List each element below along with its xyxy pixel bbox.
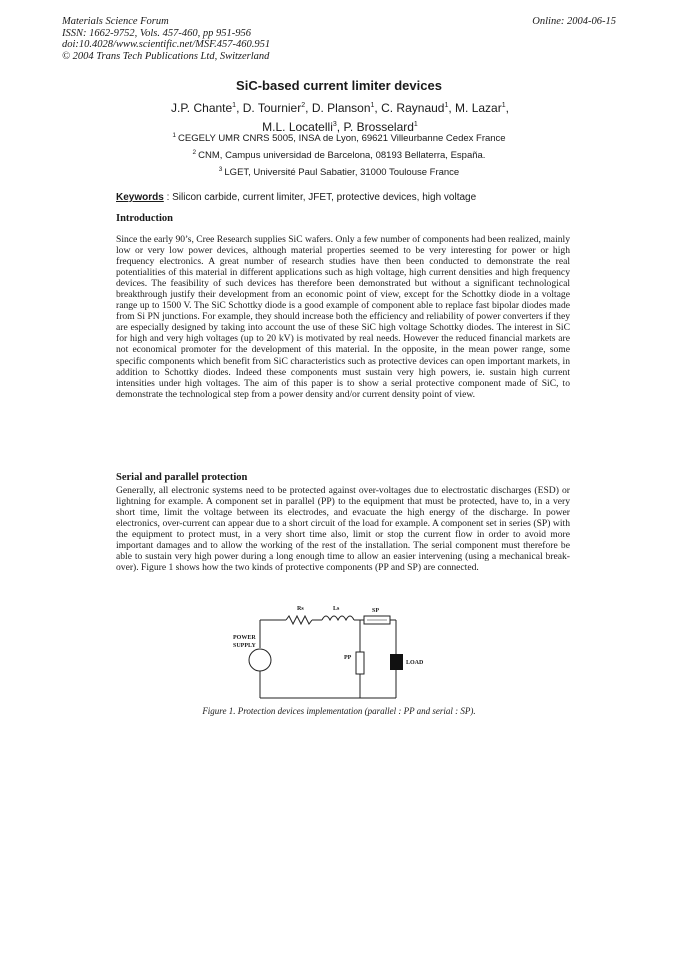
author-name: C. Raynaud — [381, 101, 445, 115]
author-name: D. Tournier — [242, 101, 302, 115]
paper-title: SiC-based current limiter devices — [236, 78, 442, 93]
author-affiliation-mark: 1 — [501, 102, 506, 109]
label-load: LOAD — [406, 660, 424, 666]
resistor-rs-icon — [286, 616, 312, 624]
author-name: D. Planson — [311, 101, 371, 115]
keywords-label: Keywords — [116, 192, 164, 203]
label-supply: SUPPLY — [233, 643, 256, 649]
doi-line[interactable]: doi:10.4028/www.scientific.net/MSF.457-460.951 — [62, 39, 271, 51]
load-icon — [390, 654, 403, 670]
power-supply-icon — [249, 649, 271, 671]
author-affiliation-mark: 1 — [370, 102, 375, 109]
author-affiliation-mark: 1 — [413, 120, 418, 128]
introduction-paragraph: Since the early 90’s, Cree Research supplies SiC wafers. Only a few number of components had been realized, mainly low or very low power devices, although material properties seemed to be very interesting for power or high frequency electronics. A great number of research studies have then been conducted to demonstrate the real potentialities of this material in different applications such as high voltage, high current densities and high frequency devices. The feasibility of such devices has therefore been demonstrated but without a significant technological breakthrough justify their development from an economic point of view, except for the Schottky diode in a voltage range up to 1500 V. The SiC Schottky diode is a good example of component able to replace fast bipolar diodes made from Si PN junctions. For example, they should increase both the efficiency and reliability of power converters if they are especially designed by taking into account the use of these SiC high voltage Schottky diodes. The interest in SiC for high and very high voltages (up to 20 kV) is motivated by real needs. However the reduced financial markets are not economical promoter for the development of this material. In the opposite, in the mean power range, some specific components which benefit from SiC characteristics such as protective devices can open important markets, in addition to Schottky diodes. Indeed these components must sustain very high powers, ie. sustain high current intensities under high voltages. The aim of this paper is to show a serial protective component made of SiC, to demonstrate the technological step from a power density and/or current density point of view. — [116, 234, 570, 400]
author-affiliation-mark: 3 — [332, 120, 337, 128]
label-rs: Rs — [297, 606, 304, 612]
affiliation-number: 1 — [172, 132, 177, 139]
parallel-protection-icon — [356, 652, 364, 674]
affiliation-2 — [0, 149, 678, 161]
author-affiliation-mark: 1 — [232, 102, 237, 109]
section-heading-introduction: Introduction — [116, 213, 173, 224]
author-name: M. Lazar — [455, 101, 502, 115]
serial-parallel-paragraph: Generally, all electronic systems need to be protected against over-voltages due to electrostatic discharges (ESD) or lightning for example. A component set in parallel (PP) to the equipment that must be protected, have to, in a very short time, limit the voltage between its electrodes, and evacuate the high energy of the discharge. In power electronics, over-current can appear due to a short circuit of the load for example. A component set in series (SP) with the equipment to protect must, in a very short time also, limit or stop the current flow in order to avoid more important damages and to allow the working of the rest of the installation. The serial component must therefore be able to sustain very high power during a long enough time to allow an easier intervening (using a mechanical break-over). Figure 1 shows how the two kinds of protective components (PP and SP) are connected. — [116, 485, 570, 574]
label-pp: PP — [344, 655, 352, 661]
affiliation-number: 2 — [192, 149, 197, 156]
author-name: J.P. Chante — [171, 101, 233, 115]
affiliation-3 — [0, 166, 678, 178]
author-affiliation-mark: 2 — [301, 102, 306, 109]
figure-caption: Figure 1. Protection devices implementation (parallel : PP and serial : SP). — [202, 706, 476, 716]
keywords-line — [116, 192, 476, 203]
label-sp: SP — [372, 608, 380, 614]
author-name: M.L. Locatelli — [262, 119, 333, 134]
issn-line: ISSN: 1662-9752, Vols. 457-460, pp 951-956 — [62, 27, 251, 39]
author-affiliation-mark: 1 — [444, 102, 449, 109]
section-heading-serial-parallel: Serial and parallel protection — [116, 472, 248, 483]
affiliation-text: LGET, Université Paul Sabatier, 31000 Toulouse France — [224, 167, 460, 179]
circuit-diagram — [226, 606, 456, 706]
author-name: P. Brosselard — [343, 119, 414, 134]
affiliation-text: CEGELY UMR CNRS 5005, INSA de Lyon, 69621 Villeurbanne Cedex France — [178, 133, 506, 145]
label-power: POWER — [233, 635, 256, 641]
author-list: J.P. Chante$^1$, D. Tournier$^2$, D. Planson$^1$, C. Raynaud$^1$, M. Lazar$^1$, M.L. Locatelli$^3$, P. Brosselard$^1$ — [171, 101, 509, 134]
affiliation-text: CNM, Campus universidad de Barcelona, 08193 Bellaterra, España. — [198, 150, 486, 162]
journal-header — [62, 16, 382, 62]
journal-name: Materials Science Forum — [62, 16, 169, 27]
label-ls: Ls — [333, 606, 340, 612]
keywords-separator: : — [163, 192, 173, 203]
copyright-line: © 2004 Trans Tech Publications Ltd, Switzerland — [62, 50, 270, 62]
keywords-text: Silicon carbide, current limiter, JFET, protective devices, high voltage — [172, 192, 477, 203]
inductor-ls-icon — [322, 616, 354, 620]
circuit-figure — [226, 606, 456, 706]
affiliation-number: 3 — [218, 166, 223, 173]
online-date: Online: 2004-06-15 — [532, 16, 616, 27]
affiliation-1 — [0, 132, 678, 144]
